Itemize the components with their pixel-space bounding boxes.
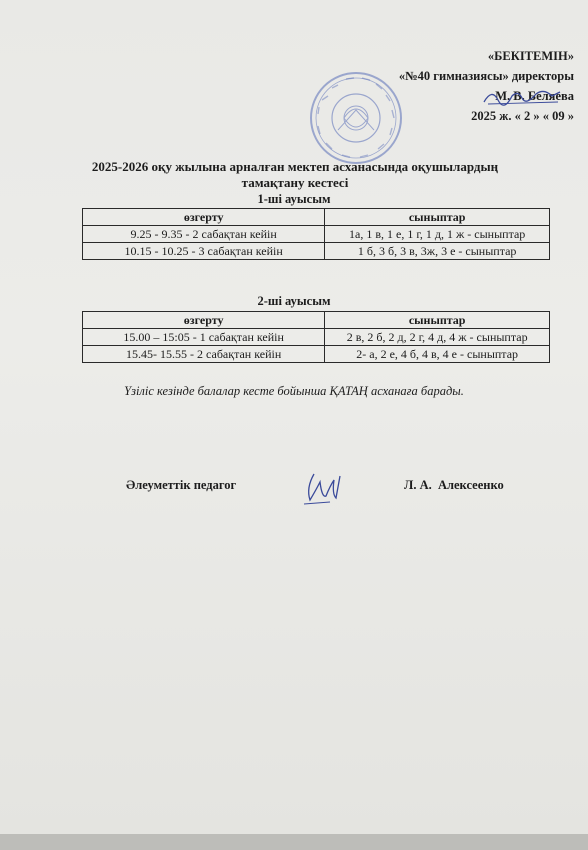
note-text: Үзіліс кезінде балалар кесте бойынша ҚАТАҢ асханаға барады. bbox=[124, 384, 464, 398]
table-cell: 1 б, 3 б, 3 в, 3ж, 3 е - сыныптар bbox=[325, 243, 550, 260]
table-row bbox=[83, 226, 550, 243]
table-header-row bbox=[83, 312, 550, 329]
shift-2-table bbox=[82, 311, 550, 363]
table-cell: 9.25 - 9.35 - 2 сабақтан кейін bbox=[83, 226, 325, 243]
table-cell: 1а, 1 в, 1 е, 1 г, 1 д, 1 ж - сыныптар bbox=[325, 226, 550, 243]
table-cell: 10.15 - 10.25 - 3 сабақтан кейін bbox=[83, 243, 325, 260]
column-header: өзгерту bbox=[83, 312, 325, 329]
table-cell: 2- а, 2 е, 4 б, 4 в, 4 е - сыныптар bbox=[325, 346, 550, 363]
document-title bbox=[60, 159, 530, 191]
teacher-signature bbox=[300, 468, 344, 508]
shift-2-title: 2-ші ауысым bbox=[257, 294, 331, 308]
column-header: сыныптар bbox=[325, 209, 550, 226]
approval-heading: «БЕКІТЕМІН» bbox=[487, 49, 574, 63]
title-line-2: тамақтану кестесі bbox=[241, 175, 349, 190]
table-row bbox=[83, 243, 550, 260]
title-line-1: 2025-2026 оқу жылына арналған мектеп асханасында оқушылардың bbox=[91, 159, 499, 174]
table-row bbox=[83, 346, 550, 363]
column-header: сыныптар bbox=[325, 312, 550, 329]
table-cell: 15.00 – 15:05 - 1 сабақтан кейін bbox=[83, 329, 325, 346]
table-cell: 15.45- 15.55 - 2 сабақтан кейін bbox=[83, 346, 325, 363]
shift-1-table bbox=[82, 208, 550, 260]
table-cell: 2 в, 2 б, 2 д, 2 г, 4 д, 4 ж - сыныптар bbox=[325, 329, 550, 346]
approval-date: 2025 ж. « 2 » « 09 » bbox=[471, 109, 574, 123]
table-header-row bbox=[83, 209, 550, 226]
director-name: М. В. Беляева bbox=[495, 89, 574, 103]
director-signature bbox=[482, 84, 562, 108]
table-row bbox=[83, 329, 550, 346]
signer-role: Әлеуметтік педагог bbox=[126, 478, 237, 492]
column-header: өзгерту bbox=[83, 209, 325, 226]
signer-name: Л. А. Алексеенко bbox=[404, 478, 504, 492]
shift-1-title: 1-ші ауысым bbox=[257, 192, 331, 206]
director-position: «№40 гимназиясы» директоры bbox=[398, 69, 574, 83]
